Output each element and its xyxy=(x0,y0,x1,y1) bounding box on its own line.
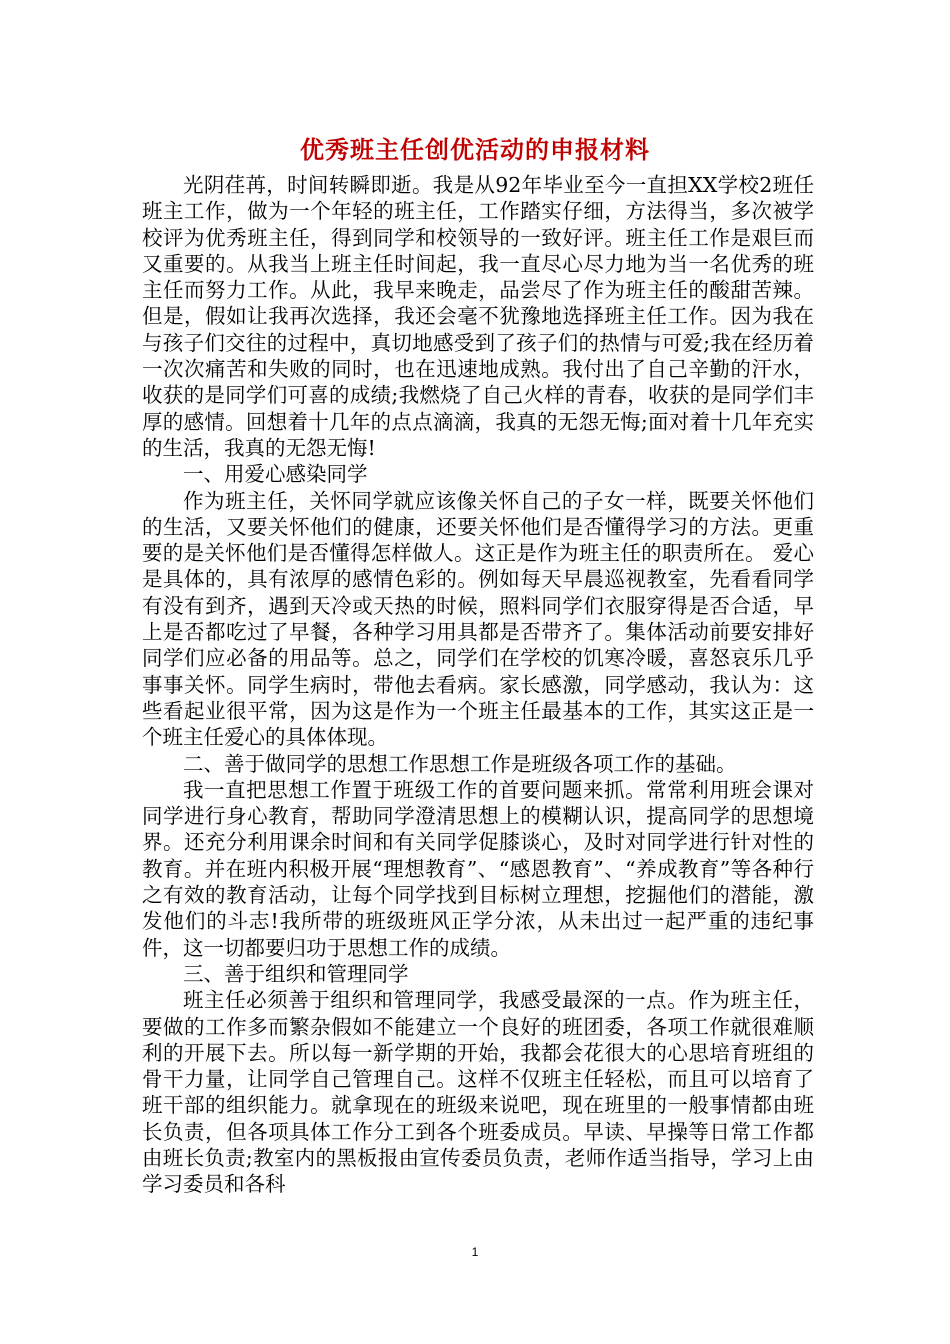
document-title: 优秀班主任创优活动的申报材料 xyxy=(300,135,650,164)
page-number: 1 xyxy=(471,1245,479,1259)
paragraph-intro: 光阴荏苒，时间转瞬即逝。我是从92年毕业至今一直担XX学校2班任班主工作，做为一个年轻的班主任，工作踏实仔细，方法得当，多次被学校评为优秀班主任，得到同学和校领导的一致好评。班主任工作是艰巨而又重要的。从我当上班主任时间起，我一直尽心尽力地为当一名优秀的班主任而努力工作。从此，我早来晚走，品尝尽了作为班主任的酸甜苦辣。但是，假如让我再次选择，我还会毫不犹豫地选择班主任工作。因为我在与孩子们交往的过程中，真切地感受到了孩子们的热情与可爱;我在经历着一次次痛苦和失败的同时，也在迅速地成熟。我付出了自己辛勤的汗水，收获的是同学们可喜的成绩;我燃烧了自己火样的青春，收获的是同学们丰厚的感情。回想着十几年的点点滴滴，我真的无怨无悔;面对着十几年充实的生活，我真的无怨无悔! xyxy=(142,173,814,460)
paragraph-section-1: 作为班主任，关怀同学就应该像关怀自己的子女一样，既要关怀他们的生活，又要关怀他们的健康，还要关怀他们是否懂得学习的方法。更重要的是关怀他们是否懂得怎样做人。这正是作为班主任的职责所在。 爱心是具体的，具有浓厚的感情色彩的。例如每天早晨巡视教室，先看看同学有没有到齐，遇到天冷或天热的时候，照料同学们衣服穿得是否合适，早上是否都吃过了早餐，各种学习用具都是否带齐了。集体活动前要安排好同学们应必备的用品等。总之，同学们在学校的饥寒冷暖，喜怒哀乐几乎事事关怀。同学生病时，带他去看病。家长感激，同学感动，我认为：这些看起业很平常，因为这是作为一个班主任最基本的工作，其实这正是一个班主任爱心的具体体现。 xyxy=(142,488,814,750)
paragraph-section-3: 班主任必须善于组织和管理同学，我感受最深的一点。作为班主任，要做的工作多而繁杂假如不能建立一个良好的班团委，各项工作就很难顺利的开展下去。所以每一新学期的开始，我都会花很大的心思培育班组的骨干力量，让同学自己管理自己。这样不仅班主任轻松，而且可以培育了班干部的组织能力。就拿现在的班级来说吧，现在班里的一般事情都由班长负责，但各项具体工作分工到各个班委成员。早读、早操等日常工作都由班长负责;教室内的黑板报由宣传委员负责，老师作适当指导，学习上由学习委员和各科 xyxy=(142,988,814,1197)
section-heading-2: 二、善于做同学的思想工作思想工作是班级各项工作的基础。 xyxy=(183,751,737,776)
section-heading-1: 一、用爱心感染同学 xyxy=(183,462,368,487)
document-body xyxy=(142,172,814,1198)
section-heading-3: 三、善于组织和管理同学 xyxy=(183,961,409,986)
paragraph-section-2: 我一直把思想工作置于班级工作的首要问题来抓。常常利用班会课对同学进行身心教育，帮助同学澄清思想上的模糊认识，提高同学的思想境界。还充分利用课余时间和有关同学促膝谈心，及时对同学进行针对性的教育。并在班内积极开展“理想教育”、“感恩教育”、“养成教育”等各种行之有效的教育活动，让每个同学找到目标树立理想，挖掘他们的潜能，激发他们的斗志!我所带的班级班风正学分浓，从未出过一起严重的违纪事件，这一切都要归功于思想工作的成绩。 xyxy=(142,777,814,960)
